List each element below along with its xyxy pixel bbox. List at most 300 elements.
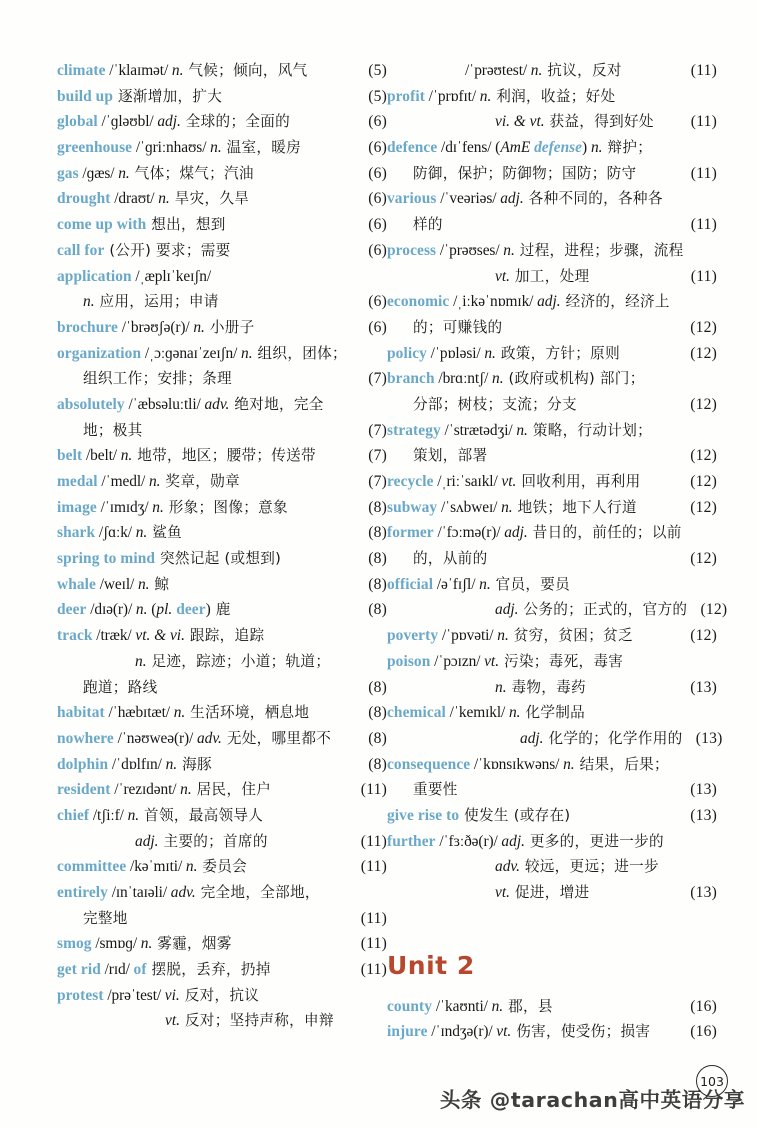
chinese-gloss: 温室，暖房 [221, 139, 302, 157]
vocabulary-entry-text [387, 700, 677, 726]
phonetic: /ˈɪndʒə(r)/ [427, 1023, 497, 1041]
vocabulary-entry-text [387, 854, 677, 880]
vocabulary-line [387, 161, 717, 187]
vocabulary-entry-text [57, 84, 347, 110]
headword: deer [172, 601, 206, 619]
vocabulary-line [57, 289, 387, 315]
part-of-speech: n. [590, 139, 603, 157]
chinese-gloss: 反对，抗议 [179, 986, 260, 1004]
headword: further [387, 832, 436, 850]
vocabulary-line [57, 906, 387, 932]
headword: injure [387, 1023, 428, 1041]
entry-page-reference: (5) [368, 62, 387, 79]
headword: image [57, 498, 97, 516]
vocabulary-line [57, 1008, 387, 1034]
entry-page-reference: (13) [690, 678, 717, 696]
headword: spring to mind [57, 550, 156, 568]
headword: county [387, 997, 433, 1015]
phonetic: /prəˈtest/ [103, 986, 165, 1004]
vocabulary-entry-text [387, 649, 677, 675]
chinese-gloss: 更多的，更进一步的 [524, 832, 664, 850]
phonetic: /dɪˈfens/ [437, 139, 496, 157]
chinese-gloss: 官员，要员 [490, 575, 571, 593]
vocabulary-line [57, 803, 387, 829]
punctuation: ) [205, 601, 211, 619]
vocabulary-entry-text [57, 109, 347, 135]
vocabulary-line [57, 469, 387, 495]
part-of-speech: vi. [164, 986, 180, 1004]
entry-page-reference: (11) [690, 62, 717, 79]
vocabulary-entry-text [57, 597, 347, 623]
vocabulary-entry-text [387, 546, 677, 572]
part-of-speech: n. [210, 139, 222, 157]
vocabulary-line [387, 315, 717, 341]
vocabulary-entry-text [387, 597, 687, 623]
phonetic: /ˈprɒfɪt/ [424, 87, 480, 105]
vocabulary-line [57, 315, 387, 341]
vocabulary-entry-text [387, 880, 677, 906]
vocabulary-entry-text [387, 443, 677, 469]
phonetic: /ˈstrætədʒi/ [440, 421, 517, 439]
part-of-speech: n. [479, 575, 491, 593]
chinese-gloss: 公务的；正式的，官方的 [518, 601, 688, 619]
vocabulary-line [387, 597, 728, 623]
vocabulary-entry-text [387, 829, 677, 855]
vocabulary-line [57, 957, 387, 983]
chinese-gloss: 经济的，经济上 [560, 293, 670, 311]
vocabulary-line [387, 854, 717, 880]
phonetic: /ˈveəriəs/ [436, 190, 501, 208]
punctuation: ( [147, 601, 157, 619]
vocabulary-line [387, 649, 717, 675]
phonetic: /belt/ [82, 447, 121, 465]
headword: nowhere [57, 729, 114, 747]
vocabulary-entry-text [387, 623, 677, 649]
headword: economic [387, 293, 450, 311]
entry-page-reference: (13) [690, 781, 717, 799]
part-of-speech: n. [135, 601, 148, 619]
vocabulary-line [57, 752, 387, 778]
entry-page-reference: (16) [690, 1023, 717, 1041]
chinese-gloss: 化学制品 [520, 704, 586, 722]
entry-page-reference: (7) [368, 421, 387, 439]
entry-page-reference: (13) [695, 729, 723, 747]
part-of-speech: AmE [500, 139, 531, 157]
vocabulary-line [57, 212, 387, 238]
vocabulary-line [387, 623, 717, 649]
phonetic: /ɪnˈtaɪəli/ [107, 884, 171, 901]
vocabulary-entry-text [57, 983, 347, 1009]
chinese-gloss: 想出，想到 [146, 216, 226, 234]
part-of-speech: n. [135, 524, 148, 542]
vocabulary-line [387, 829, 717, 855]
vocabulary-line [57, 443, 387, 469]
entry-page-reference: (6) [368, 113, 387, 131]
entry-page-reference: (8) [368, 550, 387, 568]
headword: call for [57, 241, 105, 259]
vocabulary-entry-text [57, 931, 347, 957]
phonetic: /ˈklaɪmət/ [105, 62, 172, 79]
headword: come up with [57, 216, 147, 234]
vocabulary-entry-text [387, 341, 677, 367]
entry-page-reference: (6) [368, 241, 387, 259]
two-column-layout [0, 58, 757, 1045]
vocabulary-line [387, 289, 717, 315]
phonetic: /draʊt/ [110, 190, 159, 208]
vocabulary-line [387, 212, 717, 238]
part-of-speech: vt. [501, 473, 517, 490]
chinese-gloss: 过程，进程；步骤，流程 [514, 241, 684, 259]
vocabulary-entry-text [387, 109, 677, 135]
vocabulary-entry-text [57, 161, 347, 187]
chinese-gloss: 委员会 [197, 858, 248, 876]
unit-heading [387, 906, 717, 980]
chinese-gloss: 毒物，毒药 [506, 678, 586, 696]
vocabulary-entry-text [57, 392, 347, 418]
phonetic: /ˈɪmɪdʒ/ [96, 498, 153, 516]
vocabulary-line [57, 931, 387, 957]
chinese-gloss: 跑道；路线 [83, 678, 158, 696]
vocabulary-entry-text [387, 1019, 677, 1045]
entry-page-reference: (11) [690, 113, 717, 131]
phonetic: /ˈdɒlfɪn/ [108, 755, 166, 773]
entry-page-reference: (8) [368, 601, 387, 619]
part-of-speech: vt. [165, 1012, 180, 1030]
vocabulary-entry-text [57, 315, 347, 341]
punctuation: ( [495, 139, 501, 157]
entry-page-reference: (7) [368, 447, 387, 465]
vocabulary-line [57, 341, 387, 367]
vocabulary-line [387, 880, 717, 906]
vocabulary-column-right [387, 58, 728, 1045]
vocabulary-entry-text [57, 880, 347, 906]
part-of-speech: adj. [501, 832, 525, 850]
headword: strategy [387, 421, 441, 439]
vocabulary-line [387, 392, 717, 418]
vocabulary-line [57, 546, 387, 572]
phonetic: /ˈpɒvəti/ [438, 627, 498, 645]
entry-page-reference: (11) [360, 858, 387, 876]
chinese-gloss: 奖章，勋章 [160, 473, 240, 490]
entry-page-reference: (12) [690, 395, 717, 413]
headword: track [57, 627, 93, 645]
entry-page-reference: (8) [368, 729, 387, 747]
vocabulary-line [387, 135, 717, 161]
headword: shark [57, 524, 96, 542]
headword-variant: defense [530, 139, 582, 157]
vocabulary-line [57, 392, 387, 418]
phonetic: /ˈprəʊses/ [436, 241, 504, 259]
chinese-gloss: 获益，得到好处 [544, 113, 654, 131]
chinese-gloss: 结果，后果； [574, 755, 669, 773]
chinese-gloss: 绝对地，完全 [229, 395, 324, 413]
phonetic: /ˈmedl/ [97, 473, 149, 490]
vocabulary-entry-text [387, 264, 677, 290]
part-of-speech: n. [83, 293, 95, 311]
part-of-speech: n. [185, 858, 198, 876]
entry-page-reference: (11) [690, 216, 717, 234]
chinese-gloss: 昔日的，前任的；以前 [527, 524, 682, 542]
entry-page-reference: (7) [368, 473, 387, 490]
part-of-speech: n. [495, 678, 507, 696]
phonetic: /tʃiːf/ [89, 806, 128, 824]
headword: poverty [387, 627, 439, 645]
headword: application [57, 267, 132, 285]
headword: consequence [387, 755, 471, 773]
phonetic: /ˈɡləʊbl/ [97, 113, 158, 131]
phonetic: /rɪd/ [100, 961, 134, 979]
entry-page-reference: (6) [368, 164, 387, 182]
part-of-speech: vt. [495, 884, 510, 901]
entry-page-reference: (6) [368, 139, 387, 157]
phonetic: /ˈpɔɪzn/ [430, 652, 485, 670]
vocabulary-line [387, 264, 717, 290]
part-of-speech: n. [135, 652, 147, 670]
headword: climate [57, 62, 106, 79]
phonetic: /ˈæbsəluːtli/ [124, 395, 205, 413]
vocabulary-line [387, 84, 717, 110]
vocabulary-line [57, 58, 387, 84]
vocabulary-entry-text [57, 726, 347, 752]
chinese-gloss: 郡，县 [503, 997, 553, 1015]
headword: recycle [387, 473, 434, 490]
chinese-gloss: 生活环境，栖息地 [185, 704, 310, 722]
vocabulary-entry-text [387, 392, 677, 418]
vocabulary-line [387, 495, 717, 521]
entry-page-reference: (6) [368, 216, 387, 234]
chinese-gloss: 应用，运用；申请 [94, 293, 219, 311]
part-of-speech: n. [173, 704, 186, 722]
vocabulary-entry-text [57, 212, 347, 238]
vocabulary-line [57, 264, 387, 290]
section-spacer [387, 980, 717, 994]
phonetic: /ʃɑːk/ [95, 524, 136, 542]
vocabulary-entry-text [57, 443, 347, 469]
chinese-gloss: 跟踪，追踪 [184, 627, 265, 645]
vocabulary-line [387, 58, 717, 84]
part-of-speech: n. [158, 190, 170, 208]
entry-page-reference: (12) [690, 550, 717, 568]
part-of-speech: adj. [135, 832, 159, 850]
entry-page-reference: (8) [368, 498, 387, 516]
entry-page-reference: (8) [368, 678, 387, 696]
vocabulary-line [387, 520, 717, 546]
headword: policy [387, 344, 427, 362]
phonetic: /træk/ [92, 627, 136, 645]
part-of-speech: n. [491, 997, 504, 1015]
phonetic: /ˈprəʊtest/ [465, 62, 531, 79]
headword: resident [57, 781, 111, 799]
vocabulary-line [57, 572, 387, 598]
entry-page-reference: (5) [368, 87, 387, 105]
vocabulary-entry-text [57, 135, 347, 161]
vocabulary-entry-text [57, 829, 347, 855]
vocabulary-line [387, 109, 717, 135]
page-footer [0, 1059, 757, 1129]
headword: organization [57, 344, 142, 362]
phonetic: /ˈpɒləsi/ [426, 344, 485, 362]
chinese-gloss: 污染；毒死，毒害 [499, 652, 624, 670]
entry-page-reference: (6) [368, 318, 387, 336]
chinese-gloss: 防御，保护；防御物；国防；防守 [413, 164, 637, 182]
entry-page-reference: (13) [690, 806, 717, 824]
vocabulary-entry-text [387, 58, 677, 84]
vocabulary-line [387, 469, 717, 495]
chinese-gloss: 分部；树枝；支流；分支 [413, 395, 577, 413]
part-of-speech: n. [516, 421, 528, 439]
phonetic: /ˈkaʊnti/ [432, 997, 492, 1015]
vocabulary-entry-text [387, 366, 677, 392]
entry-page-reference: (12) [690, 447, 717, 465]
part-of-speech: n. [152, 498, 164, 516]
vocabulary-line [57, 854, 387, 880]
part-of-speech: n. [503, 241, 515, 259]
page-number-badge: 103 [696, 1065, 728, 1097]
vocabulary-entry-text [57, 495, 347, 521]
vocabulary-line [57, 880, 387, 906]
chinese-gloss: 完全地，全部地， [195, 884, 320, 901]
chinese-gloss: 组织，团体； [252, 344, 347, 362]
chinese-gloss: 组织工作；安排；条理 [83, 370, 232, 388]
phonetic: /kəˈmɪti/ [126, 858, 186, 876]
vocabulary-line [57, 495, 387, 521]
entry-page-reference: (11) [690, 164, 717, 182]
vocabulary-line [57, 520, 387, 546]
vocabulary-entry-text [57, 418, 347, 444]
chinese-gloss: 辩护； [602, 139, 653, 157]
chinese-gloss: 的；可赚钱的 [413, 318, 503, 336]
phonetic: /ˈfɜːðə(r)/ [435, 832, 502, 850]
headword: gas [57, 164, 79, 182]
phonetic: /ˌɔːɡənaɪˈzeɪʃn/ [141, 344, 242, 362]
vocabulary-line [387, 803, 717, 829]
phonetic: /ˈrezɪdənt/ [110, 781, 181, 799]
vocabulary-entry-text [387, 803, 677, 829]
chinese-gloss: 小册子 [204, 318, 255, 336]
phonetic: /ˈbrəʊʃə(r)/ [117, 318, 194, 336]
chinese-gloss: 突然记起 (或想到) [155, 550, 282, 568]
chinese-gloss: 无处，哪里都不 [221, 729, 332, 747]
chinese-gloss: 反对；坚持声称，申辩 [179, 1012, 334, 1030]
vocabulary-line [387, 186, 717, 212]
headword: former [387, 524, 434, 542]
vocabulary-column-left [57, 58, 387, 1045]
entry-page-reference: (12) [690, 344, 717, 362]
vocabulary-entry-text [57, 700, 347, 726]
part-of-speech: adj. [495, 601, 519, 619]
vocabulary-entry-text [57, 675, 347, 701]
headword: medal [57, 473, 98, 490]
vocabulary-entry-text [387, 495, 677, 521]
entry-page-reference: (11) [690, 267, 717, 285]
part-of-speech: adv. [196, 729, 222, 747]
chinese-gloss: 利润，收益；好处 [491, 87, 616, 105]
headword: smog [57, 935, 92, 953]
chinese-gloss: 完整地 [83, 909, 128, 927]
vocabulary-line [57, 623, 387, 649]
part-of-speech: n. [137, 575, 150, 593]
chinese-gloss: 抗议，反对 [542, 62, 622, 79]
chinese-gloss: 气体；煤气；汽油 [129, 164, 254, 182]
vocabulary-line [57, 109, 387, 135]
part-of-speech: n. [563, 755, 575, 773]
phonetic: /əˈfɪʃl/ [433, 575, 480, 593]
phonetic: /ˈsʌbweɪ/ [437, 498, 502, 516]
part-of-speech: n. [127, 806, 140, 824]
headword: whale [57, 575, 96, 593]
vocabulary-entry-text [387, 315, 677, 341]
vocabulary-line [387, 366, 717, 392]
vocabulary-line [57, 649, 387, 675]
chinese-gloss: 加工，处理 [509, 267, 590, 285]
phonetic: /dɪə(r)/ [86, 601, 136, 619]
vocabulary-entry-text [57, 649, 347, 675]
vocabulary-entry-text [387, 675, 677, 701]
chinese-gloss: 回收利用，再利用 [516, 473, 641, 490]
vocabulary-entry-text [387, 572, 677, 598]
chinese-gloss: 各种不同的，各种各 [523, 190, 663, 208]
chinese-gloss: 旱灾，久旱 [169, 190, 250, 208]
chinese-gloss: 地铁；地下人行道 [512, 498, 637, 516]
part-of-speech: n. [120, 447, 133, 465]
headword: protest [57, 986, 104, 1004]
vocabulary-entry-text [387, 289, 677, 315]
part-of-speech: n. [140, 935, 153, 953]
chinese-gloss: 足迹，踪迹；小道；轨道； [146, 652, 331, 670]
vocabulary-entry-text [387, 84, 677, 110]
headword: branch [387, 370, 435, 388]
vocabulary-line [387, 443, 717, 469]
part-of-speech: n. [479, 87, 492, 105]
entry-page-reference: (13) [690, 884, 717, 901]
part-of-speech: n. [484, 344, 496, 362]
vocabulary-entry-text [57, 546, 347, 572]
chinese-gloss: 雾霾，烟雾 [152, 935, 232, 953]
part-of-speech: n. [165, 755, 178, 773]
vocabulary-entry-text [387, 212, 677, 238]
part-of-speech: n. [497, 627, 509, 645]
part-of-speech: adj. [537, 293, 561, 311]
chinese-gloss: 的，从前的 [413, 550, 488, 568]
vocabulary-entry-text [387, 726, 683, 752]
chinese-gloss: 摆脱，丢弃，扔掉 [146, 961, 271, 979]
vocabulary-entry-text [57, 341, 347, 367]
phonetic: /ˈnəʊweə(r)/ [113, 729, 197, 747]
vocabulary-line [57, 418, 387, 444]
punctuation: ) [581, 139, 591, 157]
part-of-speech: adj. [500, 190, 524, 208]
headword: absolutely [57, 395, 125, 413]
vocabulary-line [387, 675, 717, 701]
headword: process [387, 241, 437, 259]
vocabulary-entry-text [387, 418, 677, 444]
headword: dolphin [57, 755, 109, 773]
headword: deer [57, 601, 87, 619]
chinese-gloss: 地带，地区；腰带；传送带 [132, 447, 316, 465]
entry-page-reference: (8) [368, 704, 387, 722]
headword: profit [387, 87, 425, 105]
vocabulary-entry-text [57, 186, 347, 212]
part-of-speech: n. [508, 704, 521, 722]
part-of-speech: vi. & vt. [495, 113, 545, 131]
headword: chief [57, 806, 90, 824]
headword: drought [57, 190, 111, 208]
entry-page-reference: (11) [360, 935, 387, 953]
vocabulary-line [57, 84, 387, 110]
part-of-speech: vt. [496, 1023, 512, 1041]
vocabulary-line [57, 829, 387, 855]
entry-page-reference: (16) [690, 997, 717, 1015]
